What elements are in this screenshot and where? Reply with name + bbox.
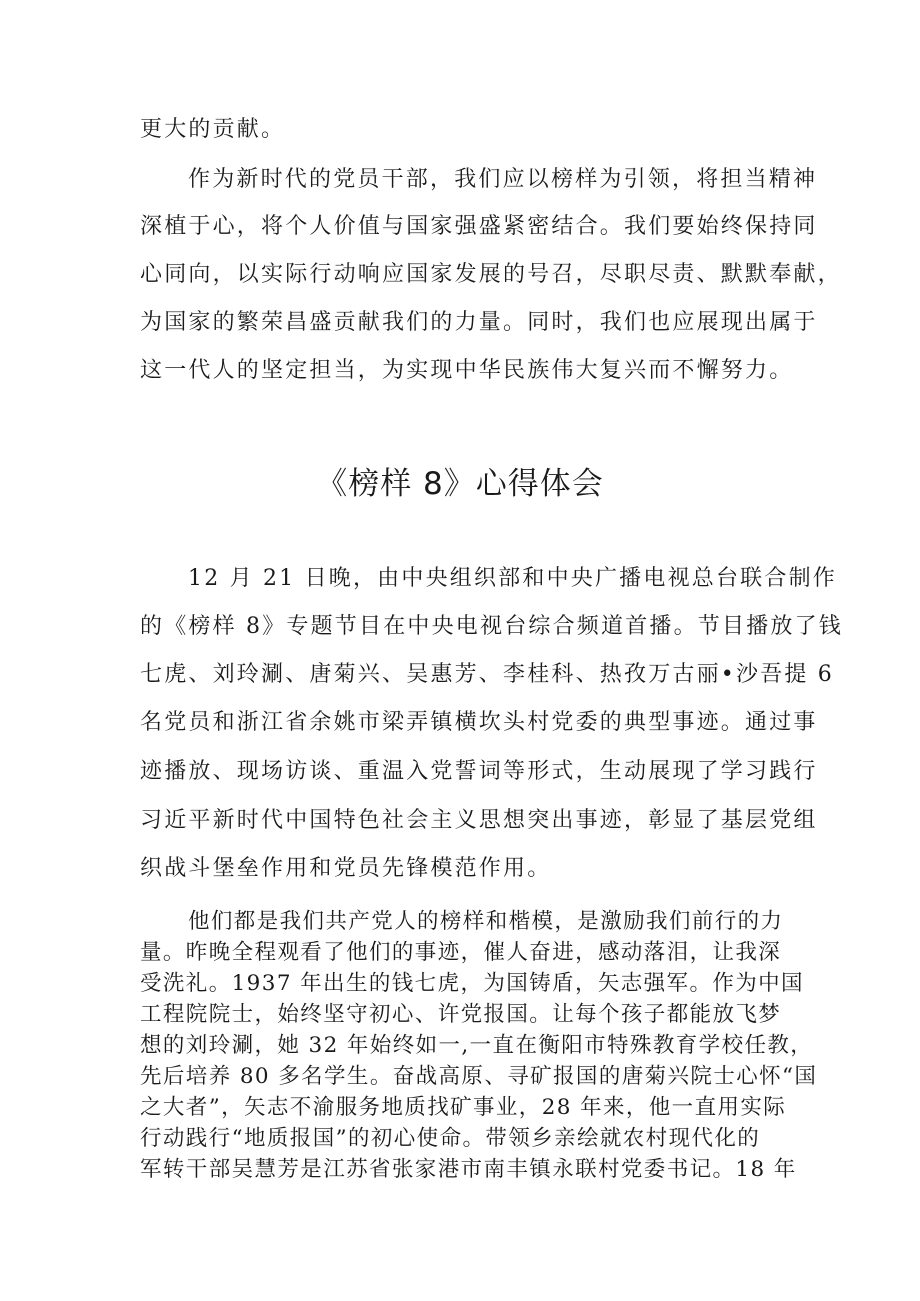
page-title: 《榜样 8》心得体会 — [316, 466, 604, 502]
para1-line-7: 织战斗堡垒作用和党员先锋模范作用。 — [140, 856, 552, 881]
para2-line-9: 军转干部吴慧芳是江苏省张家港市南丰镇永联村党委书记。18 年 — [140, 1157, 797, 1182]
intro-line-1: 更大的贡献。 — [140, 117, 286, 142]
intro-line-4: 心同向，以实际行动响应国家发展的号召，尽职尽责、默默奉献， — [140, 262, 842, 287]
para1-line-4: 名党员和浙江省余姚市梁弄镇横坎头村党委的典型事迹。通过事 — [140, 710, 818, 735]
para1-line-2: 的《榜样 8》专题节目在中央电视台综合频道首播。节目播放了钱 — [140, 614, 843, 639]
intro-line-6: 这一代人的坚定担当，为实现中华民族伟大复兴而不懈努力。 — [140, 358, 794, 383]
para2-line-6: 先后培养 80 多名学生。奋战高原、寻矿报国的唐菊兴院士心怀“国 — [140, 1064, 818, 1089]
intro-line-5: 为国家的繁荣昌盛贡献我们的力量。同时，我们也应展现出属于 — [140, 310, 818, 335]
intro-line-2: 作为新时代的党员干部，我们应以榜样为引领，将担当精神 — [188, 167, 818, 192]
para1-line-5: 迹播放、现场访谈、重温入党誓词等形式，生动展现了学习践行 — [140, 759, 818, 784]
para1-line-1: 12 月 21 日晚，由中央组织部和中央广播电视总台联合制作 — [188, 566, 837, 591]
para2-line-2: 量。昨晚全程观看了他们的事迹，催人奋进，感动落泪，让我深 — [140, 940, 782, 965]
para2-line-8: 行动践行“地质报国”的初心使命。带领乡亲绘就农村现代化的 — [140, 1126, 761, 1151]
para2-line-4: 工程院院士，始终坚守初心、许党报国。让每个孩子都能放飞梦 — [140, 1002, 782, 1027]
para2-line-3: 受洗礼。1937 年出生的钱七虎，为国铸盾，矢志强军。作为中国 — [140, 971, 804, 996]
intro-line-3: 深植于心，将个人价值与国家强盛紧密结合。我们要始终保持同 — [140, 214, 818, 239]
para2-line-5: 想的刘玲涮，她 32 年始终如一,一直在衡阳市特殊教育学校任教， — [140, 1033, 814, 1058]
para2-line-1: 他们都是我们共产党人的榜样和楷模，是激励我们前行的力 — [188, 909, 784, 934]
para1-line-6: 习近平新时代中国特色社会主义思想突出事迹，彰显了基层党组 — [140, 808, 818, 833]
para2-line-7: 之大者”，矢志不渝服务地质找矿事业，28 年来，他一直用实际 — [140, 1095, 787, 1120]
para1-line-3: 七虎、刘玲涮、唐菊兴、吴惠芳、李桂科、热孜万古丽•沙吾提 6 — [140, 662, 834, 687]
